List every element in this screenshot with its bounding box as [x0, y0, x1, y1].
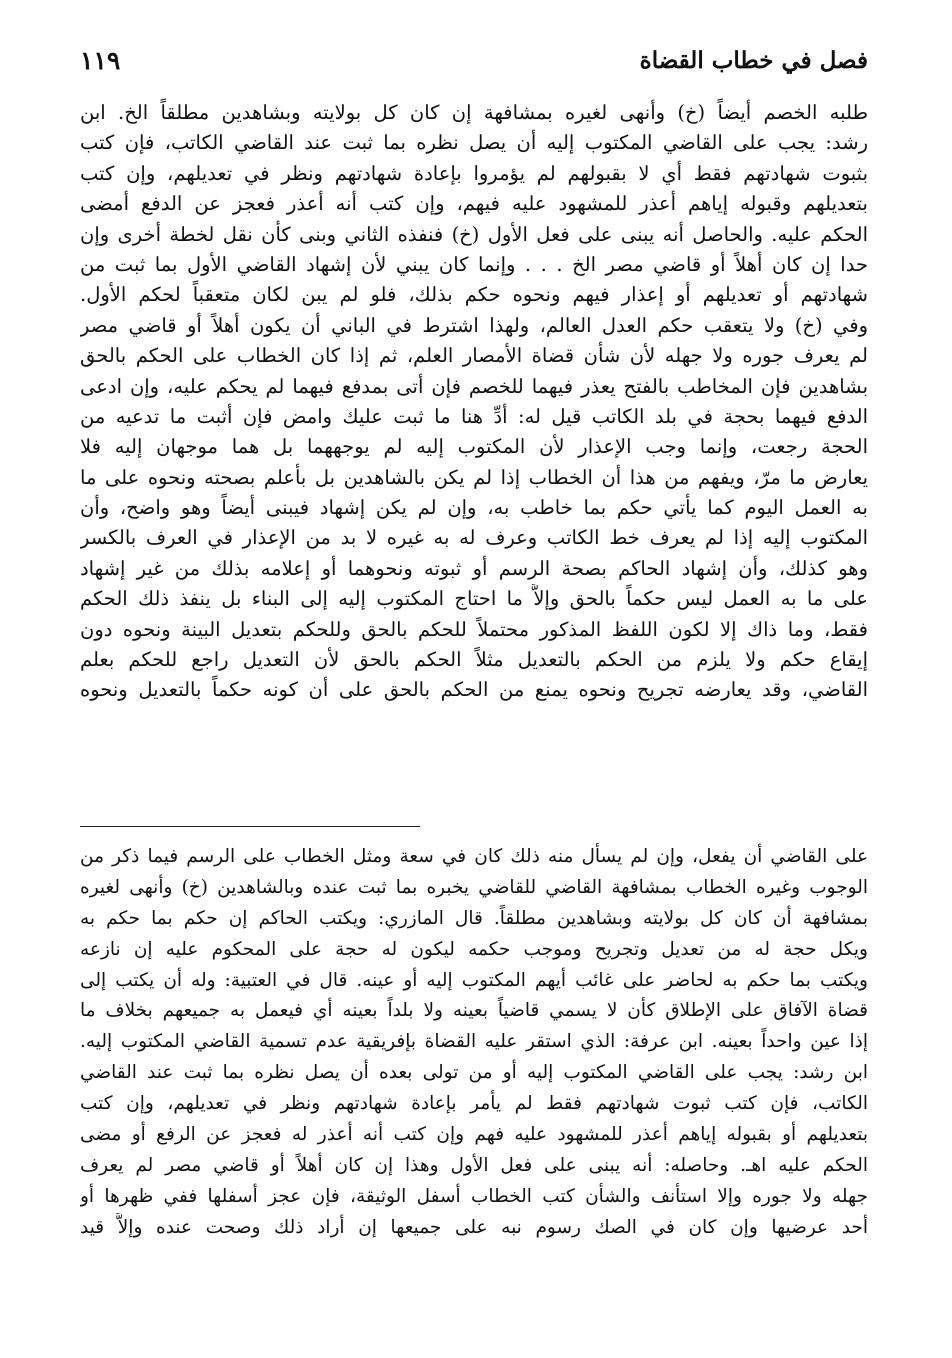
- main-text-line: بثبوت شهادتهم فقط أي لا بقبولهم لم يؤمروا بإعادة شهادتهم ونظر في تعديلهم، وإن كتب: [80, 161, 868, 185]
- footnote-separator: [80, 826, 420, 827]
- footnote-line: بمشافهة أن كان كل بولايته وبشاهدين مطلقاً. قال المازري: ويكتب الحاكم إن حكم بما حكم به: [80, 907, 868, 929]
- main-text-line: وفي (خ) ولا يتعقب حكم العدل العالم، ولهذا اشترط في الباني أن يكون أهلاً أو قاضي مصر: [80, 313, 868, 337]
- main-text-line: القاضي، وقد يعارضه تجريح ونحوه يمنع من الحكم بالحق على أن كونه حكماً بالتعديل ونحوه: [80, 678, 868, 702]
- footnote-line: على القاضي أن يفعل، وإن لم يسأل منه ذلك كان في سعة ومثل الخطاب على الرسم فيما ذكر من: [80, 846, 868, 867]
- main-text-line: لم يعرف جوره ولا جهله لأن شأن قضاة الأمصار العلم، ثم إذا كان الخطاب على الحكم بالحق: [80, 344, 868, 368]
- main-text-line: الحجة رجعت، وإنما وجب الإعذار لأن المكتوب إليه لم يوجههما بل هما موجهان إليه فلا: [80, 435, 868, 459]
- main-text-line: الحكم عليه. والحاصل أنه يبنى على فعل الأول (خ) فنفذه الثاني وبنى كأن نقل لخطة أخرى وإن: [80, 222, 868, 246]
- page-number: ١١٩: [80, 45, 121, 75]
- main-text-line: طلبه الخصم أيضاً (خ) وأنهى لغيره بمشافهة إن كان كل بولايته وبشاهدين مطلقاً الخ. ابن: [80, 101, 868, 124]
- footnote-line: الكاتب، فإن كتب ثبوت شهادتهم فقط لم يأمر بإعادة شهادتهم ونظر في تعديلهم، وإن كتب: [80, 1093, 868, 1115]
- footnote-line: قضاة الآفاق على الإطلاق كأن لا يسمي قاضياً بعينه ولا بلداً بعينه أي فيعمل به جميعهم بخلاف ما: [80, 1000, 868, 1022]
- footnote-line: ويكل حجة له من تعديل وتجريح وموجب حكمه ليكون له حجة على المحكوم عليه إن نازعه: [80, 938, 868, 960]
- footnote-line: ابن رشد: يجب على القاضي المكتوب إليه أو من تولى بعده أن يصل نظره بما ثبت عند القاضي: [80, 1062, 868, 1084]
- page-header: [80, 40, 868, 80]
- footnote-line: الحكم عليه اهـ. وحاصله: أنه يبنى على فعل الأول وهذا إن كان أهلاً أو قاضي مصر لم يعرف: [80, 1154, 868, 1176]
- footnote-line: الوجوب وغيره الخطاب بمشافهة القاضي للقاضي يخبره بما ثبت عنده وبالشاهدين (خ) وأنهى لغيره: [80, 876, 868, 898]
- main-text-block: [80, 98, 868, 706]
- footnote-line: ويكتب بما حكم به لحاضر على غائب أيهم المكتوب إليه أو عينه. قال في العتبية: وله أن يكتب إلى: [80, 969, 868, 991]
- footnote-line: جهله ولا جوره وإلا استأنف والشأن كتب الخطاب أسفل الوثيقة، فإن عجز أسفلها ففي ظهرها أو: [80, 1185, 868, 1207]
- footnote-block: [80, 842, 868, 1244]
- main-text-line: إيقاع حكم ولا يلزم من الحكم بالتعديل مثلاً الحكم بالحق لأن التعديل راجع للحكم بعلم: [80, 648, 868, 672]
- main-text-line: بتعديلهم وقبوله إياهم أعذر للمشهود عليه فيهم، وإن كتب أنه أعذر فعجز عن الدفع أمضى: [80, 192, 868, 216]
- main-text-line: المكتوب إليه إذا لم يعرف خط الكاتب وعرف له به غيره لا بد من الإعذار في العرف بالكسر: [80, 526, 868, 550]
- main-text-line: وهو كذلك، وأن إشهاد الحاكم بصحة الرسم أو ثبوته ونحوهما أو إعلامه بذلك من غير إشهاد: [80, 556, 868, 580]
- main-text-line: الدفع فيهما بحجة في بلد الكاتب قيل له: أدِّ هنا ما ثبت عليك وامض فإن أثبت ما تدعيه من: [80, 404, 868, 428]
- footnote-line: بتعديلهم أو بقبوله إياهم أعذر للمشهود عليه فهم وإن كتب أنه أعذر له فعجز عن الرفع أو مضى: [80, 1124, 868, 1146]
- main-text-line: به العمل اليوم كما يأتي حكم بما خاطب به، وإن لم يكن إشهاد فيبنى أيضاً وهو واضح، وأن: [80, 496, 868, 520]
- footnote-line: إذا عين واحداً بعينه. ابن عرفة: الذي استقر عليه القضاة بإفريقية عدم تسمية القاضي المكتوب إليه.: [80, 1031, 868, 1053]
- main-text-line: شهادتهم أو تعديلهم أو إعذار فيهم ونحوه حكم بذلك، فلو لم يبن لكان متعقباً لحكم الأول.: [80, 283, 868, 307]
- footnote-line: أحد عرضيها وإن كان في الصك رسوم نبه على جميعها إن أراد ذلك وصحت عنده وإلاَّ قيد: [80, 1216, 868, 1238]
- running-title: فصل في خطاب القضاة: [639, 46, 868, 74]
- main-text-line: بشاهدين فإن المخاطب بالفتح يعذر فيهما للخصم فإن أتى بمدفع فيهما لم يحكم عليه، وإن ادعى: [80, 374, 868, 398]
- main-text-line: حدا إن كان أهلاً أو قاضي مصر الخ . . . وإنما كان يبني لأن إشهاد القاضي الأول بما ثبت من: [80, 252, 868, 276]
- main-text-line: يعارض ما مرّ، ويفهم من هذا أن الخطاب إذا لم يكن بالشاهدين بل بأعلم بصحته ونحوه على ما: [80, 465, 868, 489]
- main-text-line: على ما به العمل ليس حكماً بالحق وإلاَّ ما احتاج المكتوب إليه إلى البناء بل ينفذ ذلك الحكم: [80, 587, 868, 611]
- main-text-line: فقط، وما ذاك إلا لكون اللفظ المذكور محتملاً للحكم بالحق وللحكم بتعديل البينة ونحوه دون: [80, 617, 868, 641]
- main-text-line: رشد: يجب على القاضي المكتوب إليه أن يصل نظره بما ثبت عند القاضي الكاتب، فإن كتب: [80, 131, 868, 155]
